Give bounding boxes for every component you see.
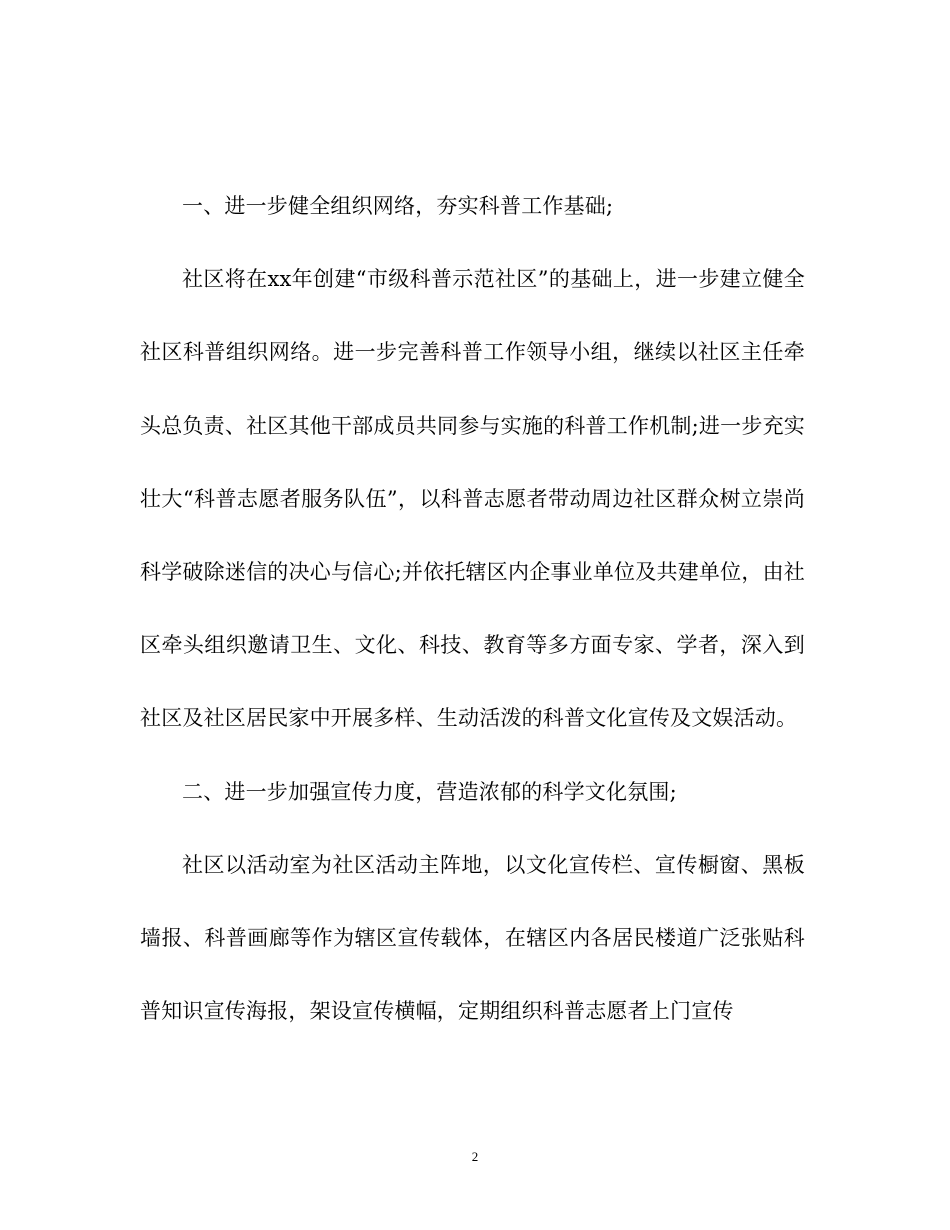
section-heading-1: 一、进一步健全组织网络，夯实科普工作基础;	[182, 194, 614, 218]
body-paragraph-1: 社区将在xx年创建“市级科普示范社区”的基础上，进一步建立健全社区科普组织网络。进一步完善科普工作领导小组，继续以社区主任牵头总负责、社区其他干部成员共同参与实施的科普工作机制;进一步充实壮大“科普志愿者服务队伍”，以科普志愿者带动周边社区群众树立崇尚科学破除迷信的决心与信心;并依托辖区内企事业单位及共建单位，由社区牵头组织邀请卫生、文化、科技、教育等多方面专家、学者，深入到社区及社区居民家中开展多样、生动活泼的科普文化宣传及文娱活动。	[140, 267, 805, 731]
page-number: 2	[471, 1149, 479, 1164]
document-body	[140, 170, 805, 1048]
body-paragraph-2: 社区以活动室为社区活动主阵地，以文化宣传栏、宣传橱窗、黑板墙报、科普画廊等作为辖区宣传载体，在辖区内各居民楼道广泛张贴科普知识宣传海报，架设宣传横幅，定期组织科普志愿者上门宣传	[140, 852, 805, 1024]
section-heading-2: 二、进一步加强宣传力度，营造浓郁的科学文化氛围;	[182, 779, 677, 804]
